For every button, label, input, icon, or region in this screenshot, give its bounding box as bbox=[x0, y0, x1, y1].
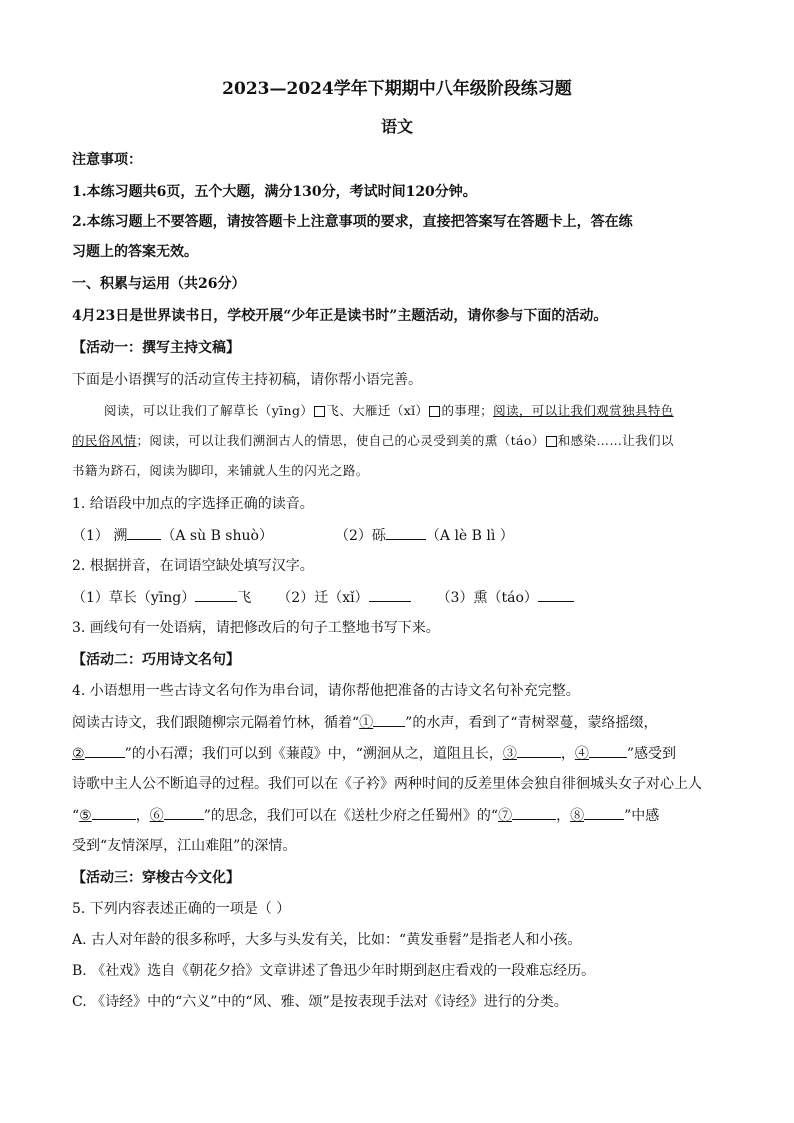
q4-text: ， bbox=[135, 808, 150, 824]
answer-blank[interactable] bbox=[386, 525, 426, 540]
q1-option-2-label: （2）砾 bbox=[334, 528, 386, 544]
passage-line-1 bbox=[104, 401, 674, 421]
q4-text: 阅读古诗文，我们跟随柳宗元隔着竹林，循着“ bbox=[72, 715, 360, 731]
activity-1-heading: 【活动一：撰写主持文稿】 bbox=[72, 340, 240, 356]
passage-text: ；阅读，可以让我们溯洄古人的情思，使自己的心灵受到美的熏（táo） bbox=[136, 433, 545, 448]
blank-marker-1: ① bbox=[359, 715, 374, 731]
notes-item-1: 1.本练习题共6页，五个大题，满分130分，考试时间120分钟。 bbox=[72, 184, 477, 200]
underlined-sentence: 的民俗风情 bbox=[72, 433, 137, 448]
q4-text: ”的水声，看到了“青树翠蔓，蒙络摇缀， bbox=[405, 715, 658, 731]
activity-2-heading: 【活动二：巧用诗文名句】 bbox=[72, 652, 240, 668]
question-1: 1. 给语段中加点的字选择正确的读音。 bbox=[72, 496, 314, 512]
q1-option-1-choices: （A sù B shuò） bbox=[161, 528, 273, 544]
q2-option-1-suffix: 飞 bbox=[237, 590, 252, 606]
answer-blank-2[interactable] bbox=[85, 743, 125, 758]
q2-option-2-label: （2）迁（xǐ） bbox=[277, 590, 369, 606]
subject-title: 语文 bbox=[380, 117, 413, 136]
exam-title: 2023—2024学年下期期中八年级阶段练习题 bbox=[222, 79, 572, 99]
underlined-sentence: 阅读，可以让我们观赏独具特色 bbox=[493, 403, 674, 418]
q4-text: ， bbox=[556, 808, 571, 824]
blank-marker-7: ⑦ bbox=[498, 808, 513, 824]
answer-blank-4[interactable] bbox=[589, 743, 627, 758]
question-5: 5. 下列内容表述正确的一项是（ ） bbox=[72, 901, 291, 917]
question-4: 4. 小语想用一些古诗文名句作为串台词，请你帮他把准备的古诗文名句补充完整。 bbox=[72, 683, 580, 699]
answer-blank[interactable] bbox=[538, 587, 574, 602]
answer-blank-7[interactable] bbox=[512, 805, 556, 820]
q5-option-a: A. 古人对年龄的很多称呼，大多与头发有关，比如：“黄发垂髫”是指老人和小孩。 bbox=[72, 932, 582, 948]
blank-marker-8: ⑧ bbox=[570, 808, 585, 824]
answer-blank-8[interactable] bbox=[584, 805, 624, 820]
question-3: 3. 画线句有一处语病，请把修改后的句子工整地书写下来。 bbox=[72, 620, 440, 636]
notes-heading: 注意事项： bbox=[72, 152, 142, 168]
passage-text: 飞、大雁迁（xǐ） bbox=[326, 403, 429, 418]
notes-item-2-line-1: 2.本练习题上不要答题，请按答题卡上注意事项的要求，直接把答案写在答题卡上，答在练 bbox=[72, 214, 633, 230]
q4-text: ”的思念，我们可以在《送杜少府之任蜀州》的“ bbox=[203, 808, 499, 824]
q4-line-4 bbox=[72, 805, 659, 826]
notes-item-2-line-2: 习题上的答案无效。 bbox=[72, 244, 198, 260]
q4-text: ”的小石潭；我们可以到《蒹葭》中，“溯洄从之，道阻且长， bbox=[124, 746, 503, 762]
answer-blank-1[interactable] bbox=[373, 712, 405, 727]
blank-marker-5: ⑤ bbox=[79, 808, 92, 824]
q4-text: ， bbox=[560, 746, 575, 762]
passage-line-3: 书籍为跻石，阅读为脚印，来铺就人生的闪光之路。 bbox=[72, 463, 369, 478]
answer-blank-3[interactable] bbox=[517, 743, 561, 758]
q5-option-c: C. 《诗经》中的“六义”中的“风、雅、颂”是按表现手法对《诗经》进行的分类。 bbox=[72, 994, 568, 1010]
q4-text: ”中感 bbox=[624, 808, 660, 824]
q2-option-3-label: （3）熏（táo） bbox=[436, 590, 538, 606]
q5-option-b: B. 《社戏》选自《朝花夕拾》文章讲述了鲁迅少年时期到赵庄看戏的一段难忘经历。 bbox=[72, 963, 596, 979]
blank-marker-3: ③ bbox=[502, 746, 517, 762]
question-1-options bbox=[72, 525, 514, 546]
q4-line-1 bbox=[72, 712, 657, 733]
q1-option-1-label: （1） 溯 bbox=[72, 528, 128, 544]
blank-marker-4: ④ bbox=[574, 746, 589, 762]
question-2-options bbox=[72, 587, 574, 608]
q4-line-5: 受到“友情深厚，江山难阻”的深情。 bbox=[72, 838, 297, 854]
answer-blank-6[interactable] bbox=[164, 805, 204, 820]
activity-3-heading: 【活动三：穿梭古今文化】 bbox=[72, 870, 240, 886]
blank-box-icon bbox=[546, 436, 557, 447]
question-2: 2. 根据拼音，在词语空缺处填写汉字。 bbox=[72, 558, 314, 574]
q4-line-3: 诗歌中主人公不断追寻的过程。我们可以在《子衿》两种时间的反差里体会独自徘徊城头女子对心上人 bbox=[72, 776, 702, 792]
section-1-heading: 一、积累与运用（共26分） bbox=[72, 276, 246, 292]
answer-blank[interactable] bbox=[195, 587, 237, 602]
section-1-intro: 4月23日是世界读书日，学校开展“少年正是读书时”主题活动，请你参与下面的活动。 bbox=[72, 308, 608, 324]
passage-text: 的事理； bbox=[441, 403, 494, 418]
passage-text: 阅读，可以让我们了解草长（yīng） bbox=[104, 403, 314, 418]
answer-blank-5[interactable] bbox=[92, 805, 136, 820]
passage-text: 和感染……让我们以 bbox=[557, 433, 674, 448]
answer-blank[interactable] bbox=[369, 587, 411, 602]
answer-blank[interactable] bbox=[127, 525, 161, 540]
q4-line-2 bbox=[72, 743, 676, 764]
blank-box-icon bbox=[314, 406, 325, 417]
activity-1-intro: 下面是小语撰写的活动宣传主持初稿，请你帮小语完善。 bbox=[72, 372, 422, 388]
q2-option-1-label: （1）草长（yīng） bbox=[72, 590, 196, 606]
passage-line-2 bbox=[72, 431, 674, 451]
q4-text: ”感受到 bbox=[626, 746, 677, 762]
blank-box-icon bbox=[429, 406, 440, 417]
q4-text: “ bbox=[72, 808, 80, 824]
q1-option-2-choices: （A lè B lì ） bbox=[425, 528, 514, 544]
blank-marker-2: ② bbox=[72, 746, 85, 762]
blank-marker-6: ⑥ bbox=[149, 808, 164, 824]
